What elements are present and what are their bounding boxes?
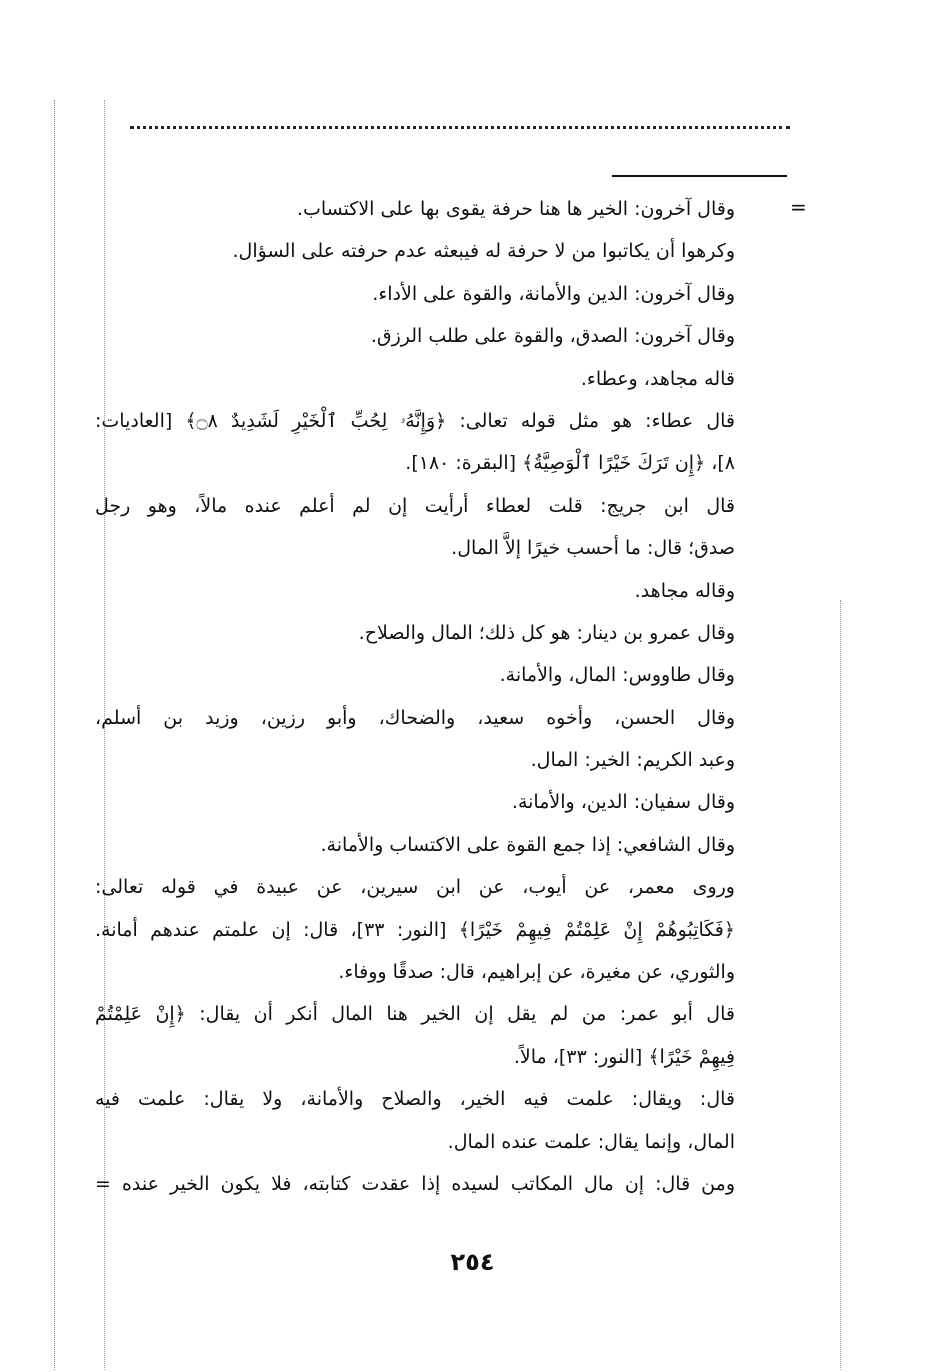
text-line: والثوري، عن مغيرة، عن إبراهيم، قال: صدقًا ووفاء. [338, 961, 735, 984]
page-number: ٢٥٤ [450, 1248, 495, 1276]
text-line: قال: ويقال: علمت فيه الخير، والصلاح والأمانة، ولا يقال: علمت فيه [95, 1088, 735, 1111]
text-line: المال، وإنما يقال: علمت عنده المال. [447, 1130, 735, 1153]
text-line: وقال آخرون: الدين والأمانة، والقوة على الأداء. [372, 282, 735, 305]
text-line: قال ابن جريج: قلت لعطاء أرأيت إن لم أعلم عنده مالاً، وهو رجل [95, 494, 735, 517]
text-line: وقاله مجاهد. [634, 579, 735, 602]
footnote-text [95, 188, 735, 1205]
text-line: وقال آخرون: الخير ها هنا حرفة يقوى بها على الاكتساب. [296, 198, 735, 220]
footnote-rule [612, 175, 787, 177]
text-line: قال أبو عمر: من لم يقل إن الخير هنا المال أنكر أن يقال: ﴿إِنْ عَلِمْتُمْ [95, 1003, 735, 1026]
text-line: وقال سفيان: الدين، والأمانة. [511, 791, 735, 814]
text-line: ٨]، ﴿إِن تَرَكَ خَيْرًا ٱلْوَصِيَّةُ﴾ [البقرة: ١٨٠]. [405, 452, 735, 475]
text-line: ومن قال: إن مال المكاتب لسيده إذا عقدت كتابته، فلا يكون الخير عنده = [95, 1172, 735, 1195]
text-line: وقال الحسن، وأخوه سعيد، والضحاك، وأبو رزين، وزيد بن أسلم، [95, 706, 735, 729]
text-line: قال عطاء: هو مثل قوله تعالى: ﴿وَإِنَّهُۥ لِحُبِّ ٱلْخَيْرِ لَشَدِيدٌ ۝٨﴾ [العاديات: [95, 409, 736, 432]
text-line: قاله مجاهد، وعطاء. [580, 367, 735, 390]
text-line: وروى معمر، عن أيوب، عن ابن سيرين، عن عبيدة في قوله تعالى: [95, 876, 735, 899]
text-line: وقال الشافعي: إذا جمع القوة على الاكتساب والأمانة. [320, 833, 735, 856]
text-line: وقال آخرون: الصدق، والقوة على طلب الرزق. [370, 325, 735, 348]
text-line: وعبد الكريم: الخير: المال. [530, 749, 735, 772]
scan-margin-dots-left [54, 100, 55, 1370]
text-line: ﴿فَكَاتِبُوهُمْ إِنْ عَلِمْتُمْ فِيهِمْ خَيْرًا﴾ [النور: ٣٣]، قال: إن علمتم عندهم أمانة. [95, 918, 735, 941]
text-line: وقال طاووس: المال، والأمانة. [499, 664, 735, 687]
top-dotted-separator [130, 126, 790, 129]
text-line: وكرهوا أن يكاتبوا من لا حرفة له فيبعثه عدم حرفته على السؤال. [232, 240, 735, 263]
continuation-mark: = [790, 195, 807, 219]
text-line: صدق؛ قال: ما أحسب خيرًا إلاَّ المال. [451, 537, 735, 560]
text-line: فِيهِمْ خَيْرًا﴾ [النور: ٣٣]، مالاً. [513, 1045, 735, 1068]
text-line: وقال عمرو بن دينار: هو كل ذلك؛ المال والصلاح. [358, 621, 735, 644]
